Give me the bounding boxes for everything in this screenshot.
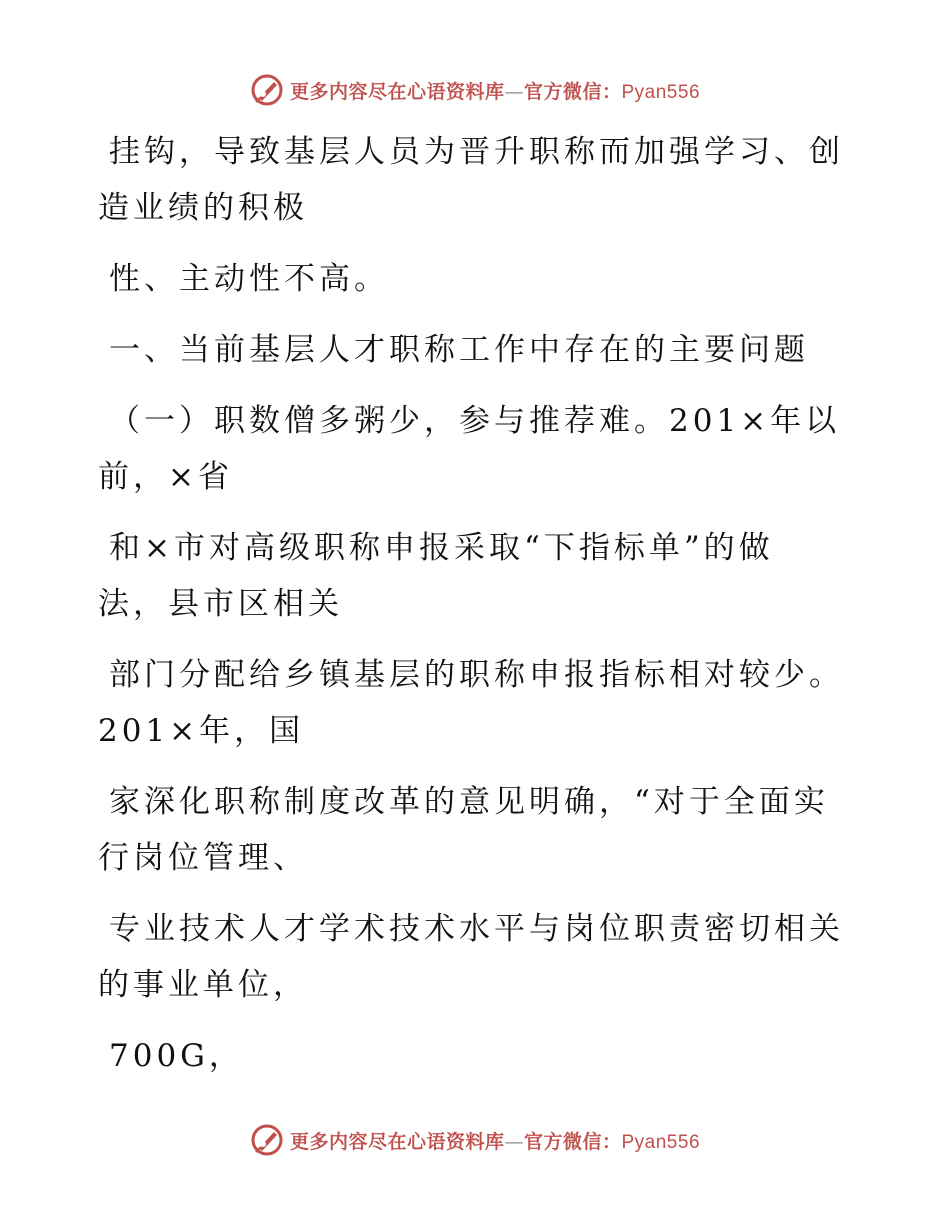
text-line: 部门分配给乡镇基层的职称申报指标相对较少。 xyxy=(109,657,844,693)
text-line: 的事业单位， xyxy=(98,967,308,1003)
text-line: 造业绩的积极 xyxy=(98,190,308,226)
text-line: 201×年，国 xyxy=(98,713,305,749)
pen-circle-logo-icon xyxy=(250,1123,284,1157)
footer-banner xyxy=(0,1120,950,1160)
text-line: 挂钩，导致基层人员为晋升职称而加强学习、创 xyxy=(109,134,844,170)
text-line: 一、当前基层人才职称工作中存在的主要问题 xyxy=(109,332,809,368)
document-body xyxy=(98,124,858,1099)
text-line: 和×市对高级职称申报采取“下指标单”的做 xyxy=(109,530,774,566)
section-heading xyxy=(98,322,858,378)
pen-circle-logo-icon xyxy=(250,73,284,107)
text-line: 专业技术人才学术技术水平与岗位职责密切相关 xyxy=(109,911,844,947)
paragraph xyxy=(98,124,858,236)
text-line: 法，县市区相关 xyxy=(98,586,343,622)
text-line: 家深化职称制度改革的意见明确，“对于全面实 xyxy=(109,784,829,820)
paragraph xyxy=(98,901,858,1013)
text-line: 前，×省 xyxy=(98,459,233,495)
header-banner xyxy=(0,70,950,110)
text-line: （一）职数僧多粥少，参与推荐难。201×年以 xyxy=(109,403,841,439)
paragraph xyxy=(98,647,858,759)
paragraph xyxy=(98,774,858,886)
paragraph xyxy=(98,251,858,307)
header-banner-text: 更多内容尽在心语资料库—官方微信：Pyan556 xyxy=(289,80,701,103)
text-line: 700G， xyxy=(109,1038,244,1074)
footer-banner-text: 更多内容尽在心语资料库—官方微信：Pyan556 xyxy=(289,1130,701,1153)
paragraph xyxy=(98,1028,858,1084)
paragraph xyxy=(98,520,858,632)
text-line: 性、主动性不高。 xyxy=(109,261,389,297)
text-line: 行岗位管理、 xyxy=(98,840,308,876)
paragraph xyxy=(98,393,858,505)
